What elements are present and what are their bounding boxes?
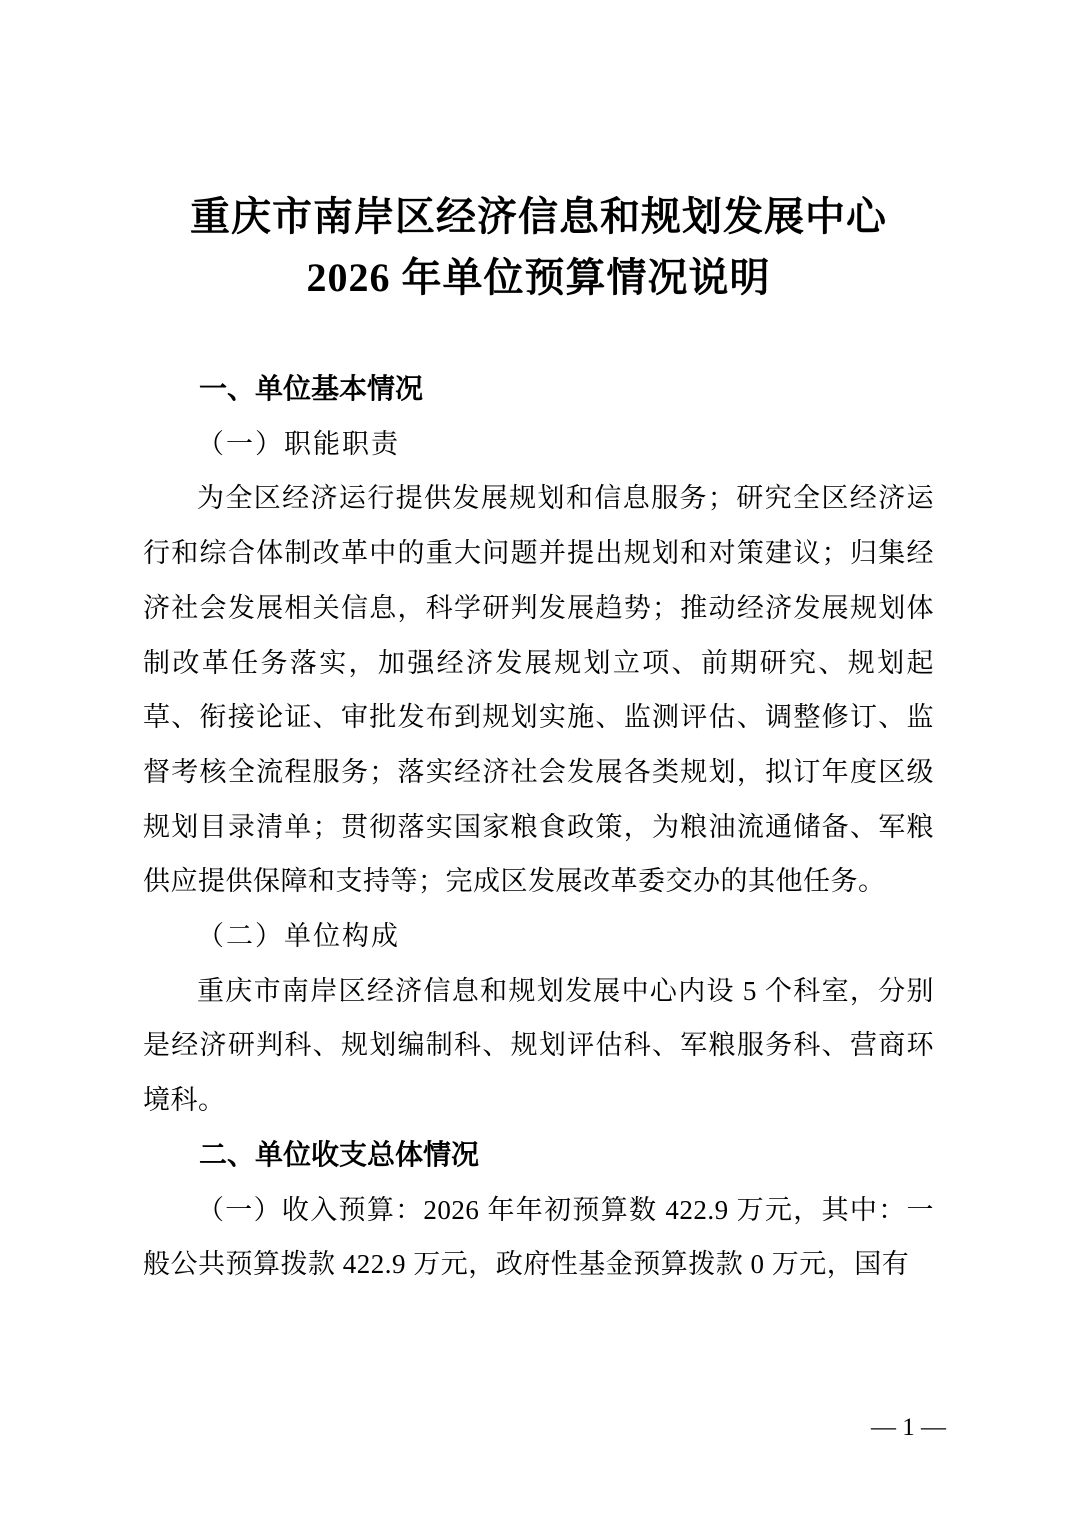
section-2-heading: 二、单位收支总体情况 [199, 1138, 480, 1170]
document-content [143, 186, 934, 1292]
section-1-paragraph-2: 重庆市南岸区经济信息和规划发展中心内设 5 个科室，分别是经济研判科、规划编制科、规划评估科、军粮服务科、营商环境科。 [143, 975, 934, 1116]
document-title-line-1: 重庆市南岸区经济信息和规划发展中心 [190, 194, 887, 239]
section-2-paragraph-1: （一）收入预算：2026 年年初预算数 422.9 万元，其中：一般公共预算拨款 422.9 万元，政府性基金预算拨款 0 万元，国有 [143, 1194, 934, 1280]
section-1-heading: 一、单位基本情况 [199, 373, 424, 404]
section-1-subheading-1: （一）职能职责 [197, 428, 400, 459]
document-title-line-2: 2026 年单位预算情况说明 [306, 255, 771, 300]
section-1-paragraph-1: 为全区经济运行提供发展规划和信息服务；研究全区经济运行和综合体制改革中的重大问题并提出规划和对策建议；归集经济社会发展相关信息，科学研判发展趋势；推动经济发展规划体制改革任务落实，加强经济发展规划立项、前期研究、规划起草、衔接论证、审批发布到规划实施、监测评估、调整修订、监督考核全流程服务；落实经济社会发展各类规划，拟订年度区级规划目录清单；贯彻落实国家粮食政策，为粮油流通储备、军粮供应提供保障和支持等；完成区发展改革委交办的其他任务。 [143, 483, 934, 897]
section-1-subheading-2: （二）单位构成 [197, 921, 400, 952]
page-number: — 1 — [871, 1414, 946, 1441]
document-body [143, 362, 934, 1292]
